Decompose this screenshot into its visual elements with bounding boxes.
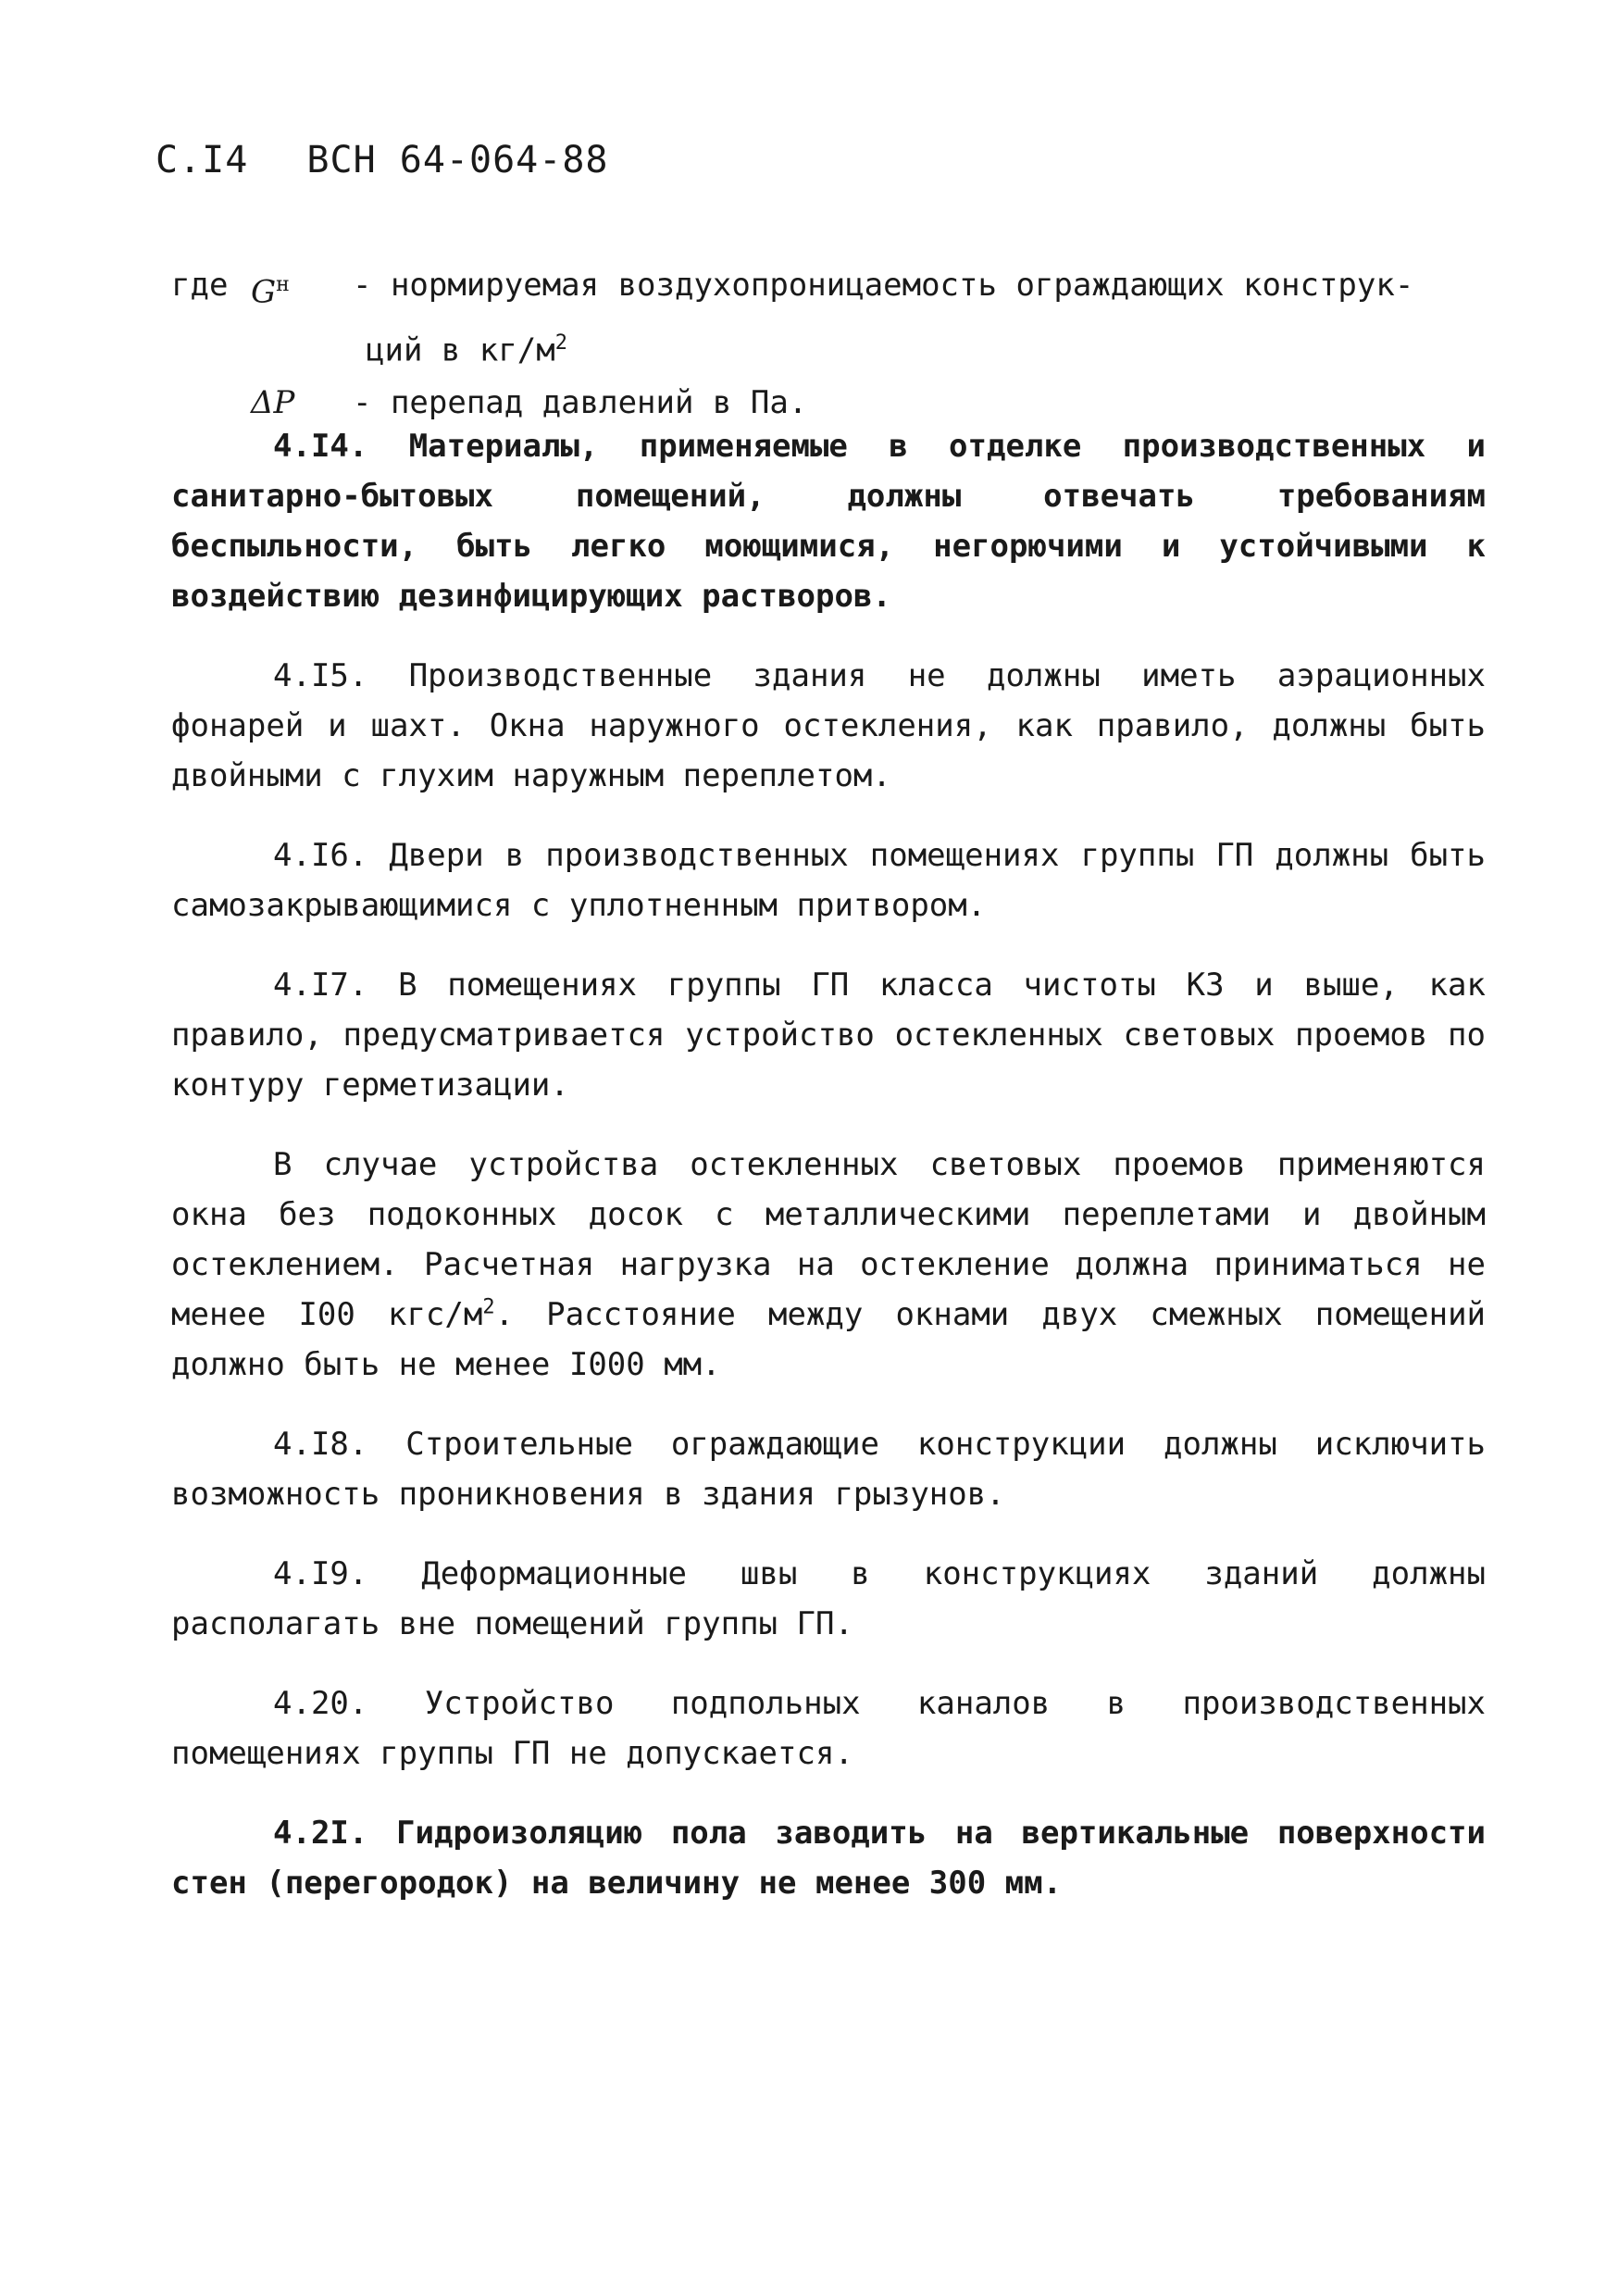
symbol-delta-p: ΔP <box>251 383 295 421</box>
page-header <box>156 139 644 181</box>
paragraph-4-17: 4.I7. В помещениях группы ГП класса чистоты К3 и выше, как правило, предусматривается устройство остекленных световых проемов по контуру герметизации. <box>171 967 1486 1104</box>
definition-prefix: где <box>171 267 229 304</box>
paragraph-4-21: 4.2I. Гидроизоляцию пола заводить на вертикальные поверхности стен (перегородок) на величину не менее 300 мм. <box>171 1815 1486 1902</box>
document-body <box>171 421 1486 1938</box>
formula-definitions <box>171 259 1413 429</box>
paragraph-4-16: 4.I6. Двери в производственных помещениях группы ГП должны быть самозакрывающимися с уплотненным притвором. <box>171 837 1486 924</box>
paragraph-4-20: 4.20. Устройство подпольных каналов в производственных помещениях группы ГП не допускается. <box>171 1685 1486 1772</box>
paragraph-4-18: 4.I8. Строительные ограждающие конструкции должны исключить возможность проникновения в здания грызунов. <box>171 1426 1486 1513</box>
symbol-g: $G^н$ <box>251 273 290 311</box>
definition-continuation: ций в $кг/м^2$ <box>366 331 567 369</box>
document-code: ВСН 64-064-88 <box>306 139 609 181</box>
paragraph-4-15: 4.I5. Производственные здания не должны иметь аэрационных фонарей и шахт. Окна наружного остекления, как правило, должны быть двойными с глухим наружным переплетом. <box>171 657 1486 794</box>
definition-text: - перепад давлений в Па. <box>353 383 808 421</box>
paragraph-4-19: 4.I9. Деформационные швы в конструкциях зданий должны располагать вне помещений группы ГП. <box>171 1555 1486 1642</box>
paragraph-4-14: 4.I4. Материалы, применяемые в отделке производственных и санитарно-бытовых помещений, должны отвечать требованиям беспыльности, быть легко моющимися, негорючими и устойчивыми к воздействию дезинфицирующих растворов. <box>171 428 1486 615</box>
page-number: С.I4 <box>156 139 249 181</box>
definition-g <box>171 259 1413 318</box>
paragraph-4-17-cont: В случае устройства остекленных световых проемов применяются окна без подоконных досок с металлическими переплетами и двойным остеклением. Расчетная нагрузка на остекление должна приниматься не менее I00 кгс/$м^2$. Расстояние между окнами двух смежных помещений должно быть не менее I000 мм. <box>171 1146 1487 1383</box>
definition-text: - нормируемая воздухопроницаемость ограждающих конструк- <box>353 267 1414 304</box>
